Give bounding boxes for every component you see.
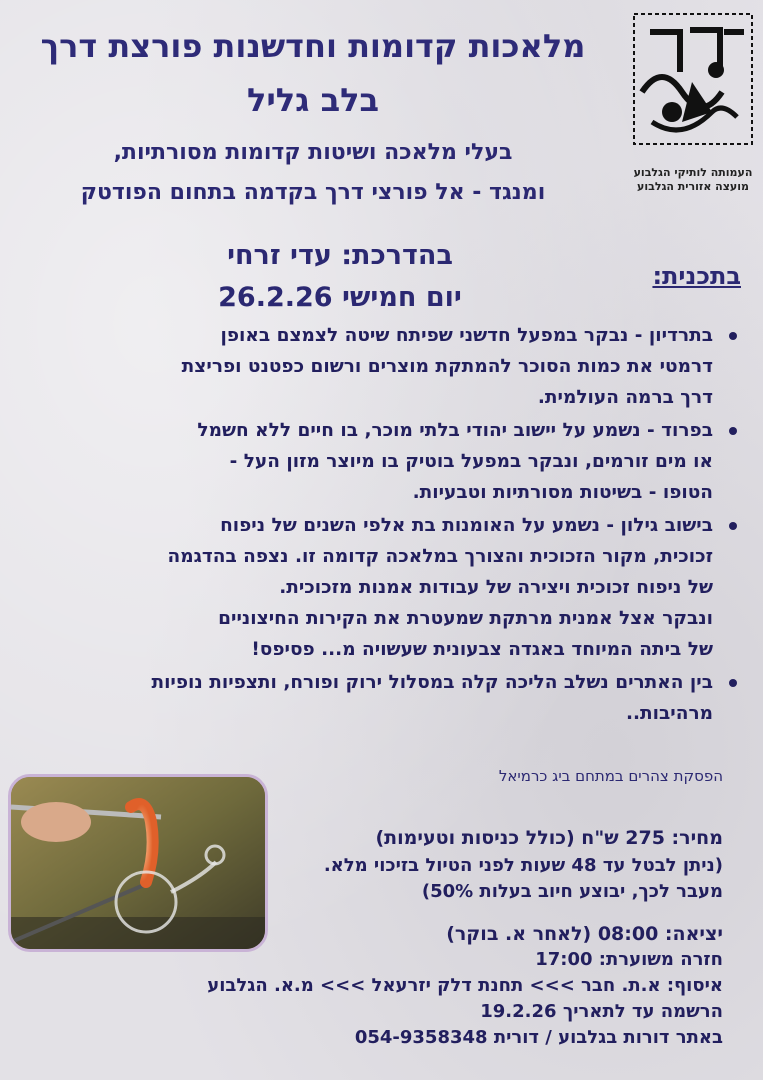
registration-deadline: הרשמה עד לתאריך 19.2.26	[480, 1001, 723, 1022]
program-list	[38, 320, 743, 731]
list-item: בישוב גילון - נשמע על האומנות בת אלפי השנים של ניפוח זכוכית, מקור הזכוכית והצורך במלאכה קדומה זו. נצפה בהדגמה של ניפוח זכוכית ויצירה של עבודות אמנות מזכוכית. ונבקר אצל אמנית מרתקת שמעטרת את הקירות החיצוניים של ביתה המיוחד באגדה צבעונית שעשויה מ... פסיפס!	[38, 510, 743, 665]
logo-caption-1: העמותה לותיקי הגלבוע	[633, 166, 753, 179]
return-time: חזרה משוערת: 17:00	[535, 949, 723, 970]
tour-date: יום חמישי 26.2.26	[218, 282, 462, 313]
page-title: מלאכות קדומות וחדשנות פורצת דרך	[40, 27, 586, 65]
list-item: בתרדיון - נבקר במפעל חדשני שפיתח שיטה לצמצם באופן דרמטי את כמות הסוכר להמתקת מוצרים ורשום כפטנט ופריצת דרך ברמה העולמית.	[38, 320, 743, 413]
subtitle-line2: ומנגד - אל פורצי דרך בקדמה בתחום הפודטק	[80, 180, 546, 205]
contact-info: באתר דורות בגלבוע / דורית 054-9358348	[354, 1027, 723, 1048]
bullet-icon	[729, 522, 737, 530]
logo-mark-icon	[632, 12, 754, 162]
glass-blowing-icon	[11, 777, 265, 949]
bullet-icon	[729, 679, 737, 687]
page-title-line2: בלב גליל	[247, 81, 379, 119]
pickup-points: איסוף: א.ת. חבר >>> תחנת דלק יזרעאל >>> מ.א. הגלבוע	[207, 975, 723, 996]
program-label: בתכנית:	[652, 262, 741, 290]
glass-blowing-photo	[8, 774, 268, 952]
departure-time: יציאה: 08:00 (לאחר א. בוקר)	[446, 923, 723, 945]
guide-line: בהדרכת: עדי זרחי	[227, 240, 453, 271]
price-line: מחיר: 275 ש"ח (כולל כניסות וטעימות)	[375, 827, 723, 849]
dorot-logo	[632, 12, 754, 193]
list-item: בפרוד - נשמע על יישוב יהודי בלתי מוכר, בו חיים ללא חשמל או מים זורמים, ונבקר במפעל בוטיק בו מיוצר מזון העל - הטופו - בשיטות מסורתיות וטבעיות.	[38, 415, 743, 508]
logo-caption-2: מועצה אזורית הגלבוע	[637, 180, 749, 193]
cancellation-fee: מעבר לכך, יבוצע חיוב בעלות 50%)	[421, 881, 723, 902]
bullet-icon	[729, 427, 737, 435]
bullet-icon	[729, 332, 737, 340]
cancellation-note: (ניתן לבטל עד 48 שעות לפני הטיול בזיכוי מלא.	[323, 855, 723, 876]
subtitle-line1: בעלי מלאכה ושיטות קדומות מסורתיות,	[113, 140, 513, 165]
lunch-note: הפסקת צהרים במתחם ביג כרמיאל	[498, 767, 723, 785]
list-item: בין האתרים נשלב הליכה קלה במסלול ירוק ופורח, ותצפיות נופיות מרהיבות..	[38, 667, 743, 729]
